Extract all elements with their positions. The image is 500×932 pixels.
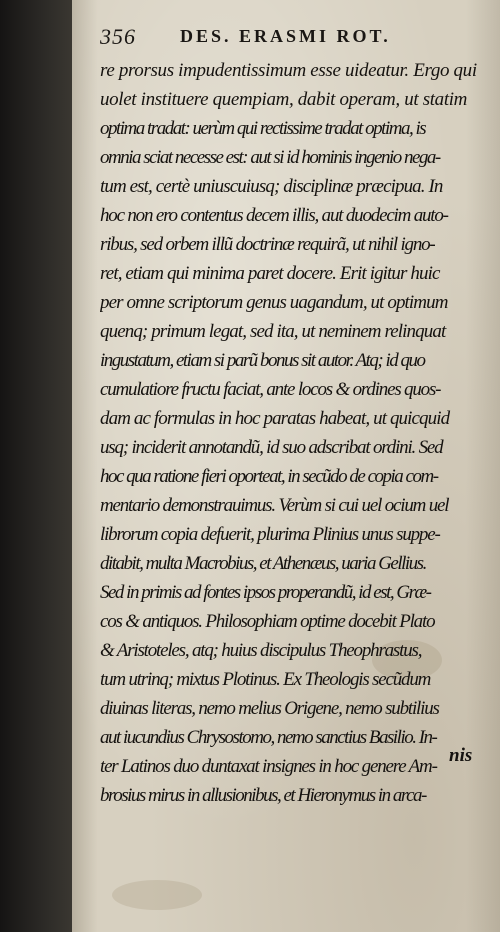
page-number: 356 — [100, 24, 136, 49]
text-line: optima tradat: uerùm qui rectissime tradat optima, is — [100, 118, 426, 139]
text-line: quenq; primum legat, sed ita, ut neminem relinquat — [100, 321, 446, 342]
text-line: tum est, certè uniuscuiusq; disciplinæ præcipua. In — [100, 176, 443, 197]
text-line: ingustatum, etiam si parũ bonus sit autor. Atq; id quo — [100, 350, 425, 371]
text-line: usq; inciderit annotandũ, id suo adscribat ordini. Sed — [100, 437, 443, 458]
text-line: brosius mirus in allusionibus, et Hieronymus in arca- — [100, 785, 426, 806]
text-line: ribus, sed orbem illũ doctrinæ requirã, ut nihil igno- — [100, 234, 435, 255]
paper-stain — [112, 880, 202, 910]
body-text — [100, 56, 480, 810]
catchword: nis — [449, 745, 473, 766]
text-line: omnia sciat necesse est: aut si id hominis ingenio nega- — [100, 147, 440, 168]
text-line: & Aristoteles, atq; huius discipulus Theophrastus, — [100, 640, 422, 661]
text-line: mentario demonstrauimus. Verùm si cui uel ocium uel — [100, 495, 449, 516]
text-line: diuinas literas, nemo melius Origene, nemo subtilius — [100, 698, 439, 719]
text-line: hoc qua ratione fieri oporteat, in secũdo de copia com- — [100, 466, 438, 487]
text-line: re prorsus impudentissimum esse uideatur. Ergo qui — [100, 60, 477, 81]
binding-shadow — [0, 0, 72, 932]
running-head: DES. ERASMI ROT. — [180, 26, 391, 46]
text-line: dam ac formulas in hoc paratas habeat, ut quicquid — [100, 408, 450, 429]
text-line: tum utrinq; mixtus Plotinus. Ex Theologis secũdum — [100, 669, 431, 690]
text-line: per omne scriptorum genus uagandum, ut optimum — [100, 292, 448, 313]
text-line: Sed in primis ad fontes ipsos properandũ, id est, Græ- — [100, 582, 431, 603]
text-line: librorum copia defuerit, plurima Plinius unus suppe- — [100, 524, 440, 545]
page-header — [100, 24, 480, 52]
text-line: ter Latinos duo duntaxat insignes in hoc genere Am- — [100, 756, 437, 777]
text-line: aut iucundius Chrysostomo, nemo sanctius Basilio. In- — [100, 727, 437, 748]
text-line: cos & antiquos. Philosophiam optime docebit Plato — [100, 611, 435, 632]
text-line: ret, etiam qui minima paret docere. Erit igitur huic — [100, 263, 440, 284]
text-line: uolet instituere quempiam, dabit operam, ut statim — [100, 89, 468, 110]
text-line: ditabit, multa Macrobius, et Athenæus, uaria Gellius. — [100, 553, 426, 574]
text-line: cumulatiore fructu faciat, ante locos & ordines quos- — [100, 379, 441, 400]
text-line: hoc non ero contentus decem illis, aut duodecim auto- — [100, 205, 448, 226]
